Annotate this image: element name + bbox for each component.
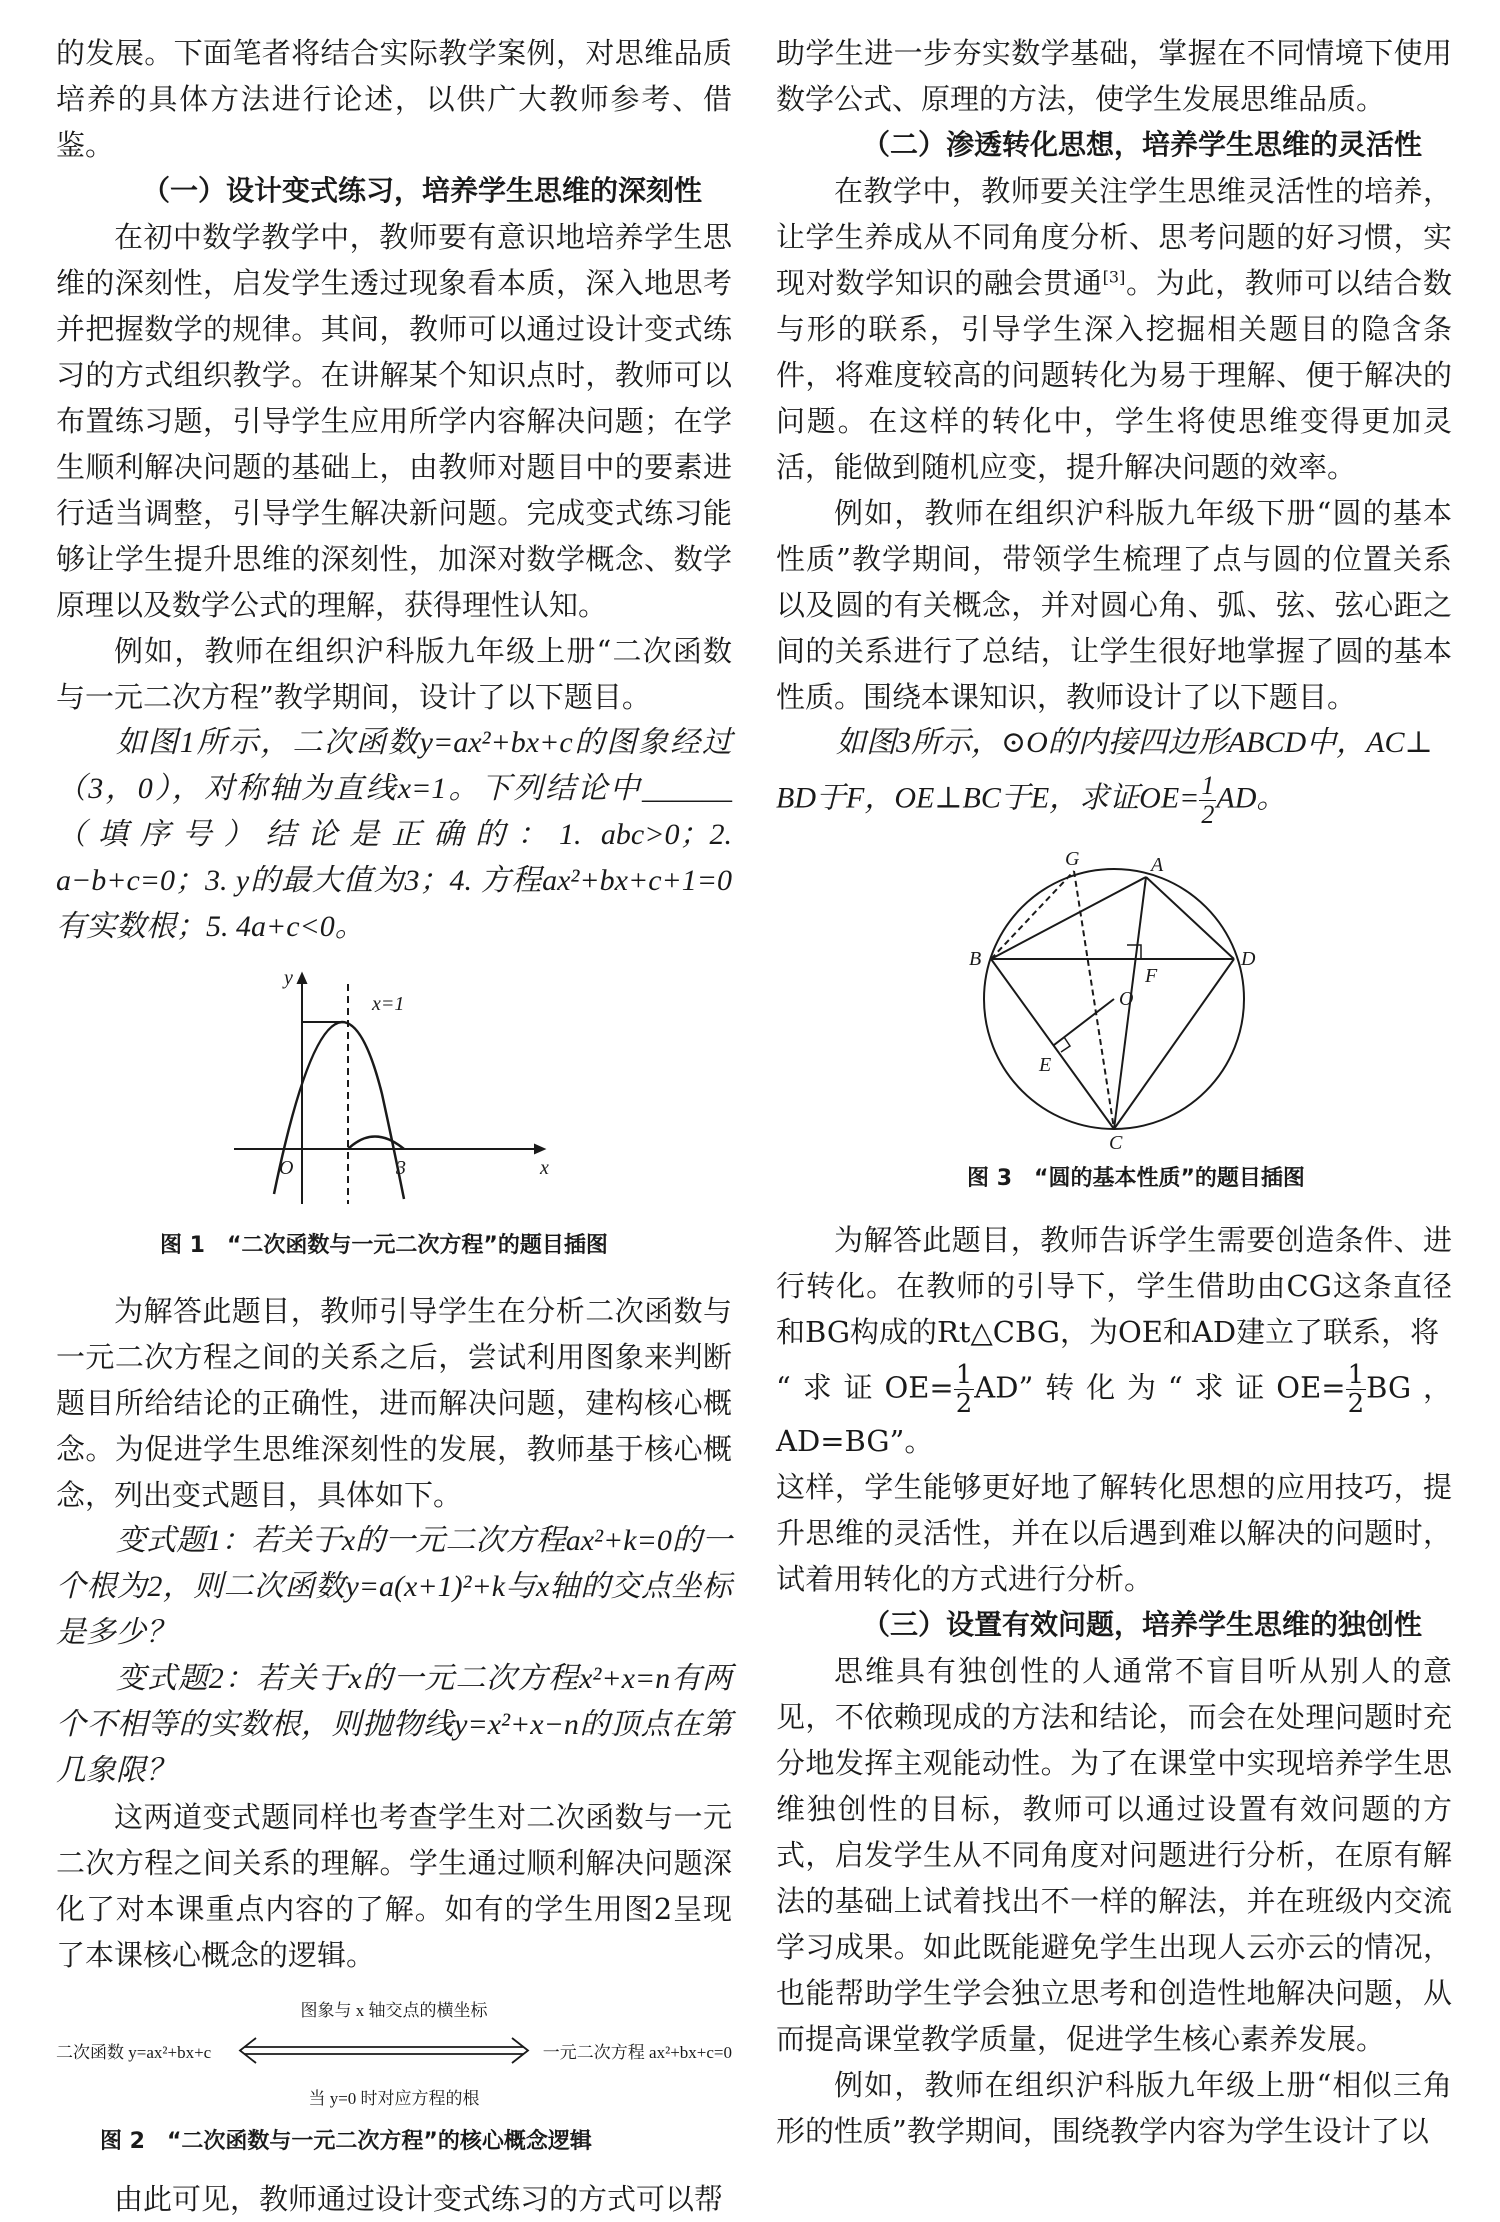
- figure-3-caption: 图 3 “圆的基本性质”的题目插图: [967, 1166, 1305, 1191]
- paragraph-text: AD”转化为“求证OE=: [974, 1370, 1346, 1405]
- figure-2-concept-logic: [56, 1992, 732, 2112]
- fraction-denominator: 2: [1347, 1389, 1365, 1419]
- point-label: G: [1065, 849, 1080, 870]
- paragraph-text: BG，AD=BG”。: [776, 1370, 1453, 1458]
- fraction-denominator: 2: [955, 1389, 973, 1419]
- fraction-numerator: 1: [955, 1360, 973, 1390]
- problem-statement-2: 如图3所示，⊙O的内接四边形ABCD中，AC⊥: [836, 726, 1433, 759]
- quadratic-function-label: 二次函数 y=ax²+bx+c: [56, 2043, 212, 2062]
- paragraph: 的发展。下面笔者将结合实际教学案例，对思维品质培养的具体方法进行论述，以供广大教师参考、借鉴。: [56, 36, 732, 162]
- section-heading-3: （三）设置有效问题，培养学生思维的独创性: [861, 1608, 1422, 1641]
- paragraph: 助学生进一步夯实数学基础，掌握在不同情境下使用数学公式、原理的方法，使学生发展思维品质。: [776, 36, 1452, 116]
- fraction-numerator: 1: [1201, 771, 1215, 800]
- variant-problem-2: 变式题2：若关于x的一元二次方程x²+x=n有两个不相等的实数根，则抛物线y=x²+x−n的顶点在第几象限？: [56, 1662, 732, 1787]
- paragraph: 为解答此题目，教师告诉学生需要创造条件、进行转化。在教师的引导下，学生借助由CG这条直径和BG构成的Rt△CBG，为OE和AD建立了联系，将: [776, 1223, 1452, 1349]
- paragraph-cont: 这样，学生能够更好地了解转化思想的应用技巧，提升思维的灵活性，并在以后遇到难以解决的问题时，试着用转化的方式进行分析。: [776, 1470, 1452, 1596]
- fraction: [1346, 1361, 1367, 1418]
- left-column: [56, 30, 732, 2222]
- relation-top-label: 图象与 x 轴交点的横坐标: [300, 2001, 488, 2020]
- paragraph: 思维具有独创性的人通常不盲目听从别人的意见，不依赖现成的方法和结论，而会在处理问题时充分地发挥主观能动性。为了在课堂中实现培养学生思维独创性的目标，教师可以通过设置有效问题的方式，启发学生从不同角度对问题进行分析，在原有解法的基础上试着找出不一样的解法，并在班级内交流学习成果。如此既能避免学生出现人云亦云的情况，也能帮助学生学会独立思考和创造性地解决问题，从而提高课堂教学质量，促进学生核心素养发展。: [776, 1654, 1452, 2056]
- problem-text: BD于F，OE⊥BC于E，求证OE=: [776, 781, 1200, 815]
- fraction-denominator: 2: [1201, 800, 1215, 829]
- paragraph: 为解答此题目，教师引导学生在分析二次函数与一元二次方程之间的关系之后，尝试利用图象来判断题目所给结论的正确性，进而解决问题，建构核心概念。为促进学生思维深刻性的发展，教师基于核心概念，列出变式题目，具体如下。: [56, 1294, 732, 1512]
- point-label: B: [969, 948, 982, 970]
- relation-bottom-label: 当 y=0 时对应方程的根: [308, 2089, 480, 2108]
- paragraph-text: 。为此，教师可以结合数与形的联系，引导学生深入挖掘相关题目的隐含条件，将难度较高的问题转化为易于理解、便于解决的问题。在这样的转化中，学生将使思维变得更加灵活，能做到随机应变，提升解决问题的效率。: [776, 266, 1452, 484]
- problem-statement-1: 如图1所示，二次函数y=ax²+bx+c的图象经过（3，0），对称轴为直线x=1。下列结论中______（填序号）结论是正确的：1. abc>0；2. a−b+c=0；3. y的最大值为3；4. 方程ax²+bx+c+1=0有实数根；5. 4a+c<0。: [56, 726, 732, 943]
- paragraph: 例如，教师在组织沪科版九年级上册“二次函数与一元二次方程”教学期间，设计了以下题目。: [56, 634, 732, 714]
- x-axis-label: x: [540, 1157, 549, 1179]
- paragraph-text: “求证OE=: [776, 1370, 954, 1405]
- paragraph: 例如，教师在组织沪科版九年级上册“相似三角形的性质”教学期间，围绕教学内容为学生设计了以: [776, 2068, 1452, 2148]
- point-label: C: [1109, 1132, 1123, 1149]
- point-label: O: [1119, 988, 1134, 1010]
- origin-label: O: [279, 1157, 294, 1179]
- figure-1-caption: 图 1 “二次函数与一元二次方程”的题目插图: [160, 1233, 608, 1258]
- right-column: [776, 30, 1452, 2154]
- point-label: D: [1241, 948, 1256, 970]
- paragraph: [776, 168, 1452, 490]
- paragraph-cont: [776, 1361, 1452, 1464]
- problem-text: AD。: [1216, 781, 1287, 815]
- citation-ref: [3]: [1102, 267, 1126, 287]
- paragraph: 由此可见，教师通过设计变式练习的方式可以帮: [114, 2182, 724, 2216]
- paragraph: 这两道变式题同样也考查学生对二次函数与一元二次方程之间关系的理解。学生通过顺利解决问题深化了对本课重点内容的了解。如有的学生用图2呈现了本课核心概念的逻辑。: [56, 1800, 732, 1972]
- paragraph-text: 在教学中，教师要关注学生思维灵活性的培养，让学生养成从不同角度分析、思考问题的好习惯，实现对数学知识的融会贯通: [776, 174, 1452, 300]
- paragraph: 在初中数学教学中，教师要有意识地培养学生思维的深刻性，启发学生透过现象看本质，深入地思考并把握数学的规律。其间，教师可以通过设计变式练习的方式组织教学。在讲解某个知识点时，教师可以布置练习题，引导学生应用所学内容解决问题；在学生顺利解决问题的基础上，由教师对题目中的要素进行适当调整，引导学生解决新问题。完成变式练习能够让学生提升思维的深刻性，加深对数学概念、数学原理以及数学公式的理解，获得理性认知。: [56, 220, 732, 622]
- fraction: [954, 1361, 975, 1418]
- fraction-numerator: 1: [1347, 1360, 1365, 1390]
- paragraph: 例如，教师在组织沪科版九年级下册“圆的基本性质”教学期间，带领学生梳理了点与圆的位置关系以及圆的有关概念，并对圆心角、弧、弦、弦心距之间的关系进行了总结，让学生很好地掌握了圆的基本性质。围绕本课知识，教师设计了以下题目。: [776, 496, 1452, 714]
- quadratic-equation-label: 一元二次方程 ax²+bx+c=0: [542, 2043, 732, 2062]
- problem-statement-2-cont: [776, 772, 1452, 829]
- section-heading-2: （二）渗透转化思想，培养学生思维的灵活性: [861, 128, 1422, 161]
- point-label: A: [1151, 854, 1164, 876]
- fraction: [1199, 772, 1216, 829]
- point-label: E: [1039, 1054, 1052, 1076]
- point-label: F: [1145, 965, 1158, 987]
- section-heading-1: （一）设计变式练习，培养学生思维的深刻性: [141, 174, 702, 207]
- tick-label: 3: [396, 1157, 406, 1179]
- figure-2-caption: 图 2 “二次函数与一元二次方程”的核心概念逻辑: [100, 2129, 592, 2154]
- variant-problem-1: 变式题1：若关于x的一元二次方程ax²+k=0的一个根为2，则二次函数y=a(x+1)²+k与x轴的交点坐标是多少？: [56, 1524, 732, 1649]
- y-axis-label: y: [284, 967, 293, 989]
- figure-1-parabola: [224, 964, 564, 1214]
- figure-3-circle: [969, 849, 1259, 1149]
- symmetry-axis-label: x=1: [372, 993, 405, 1015]
